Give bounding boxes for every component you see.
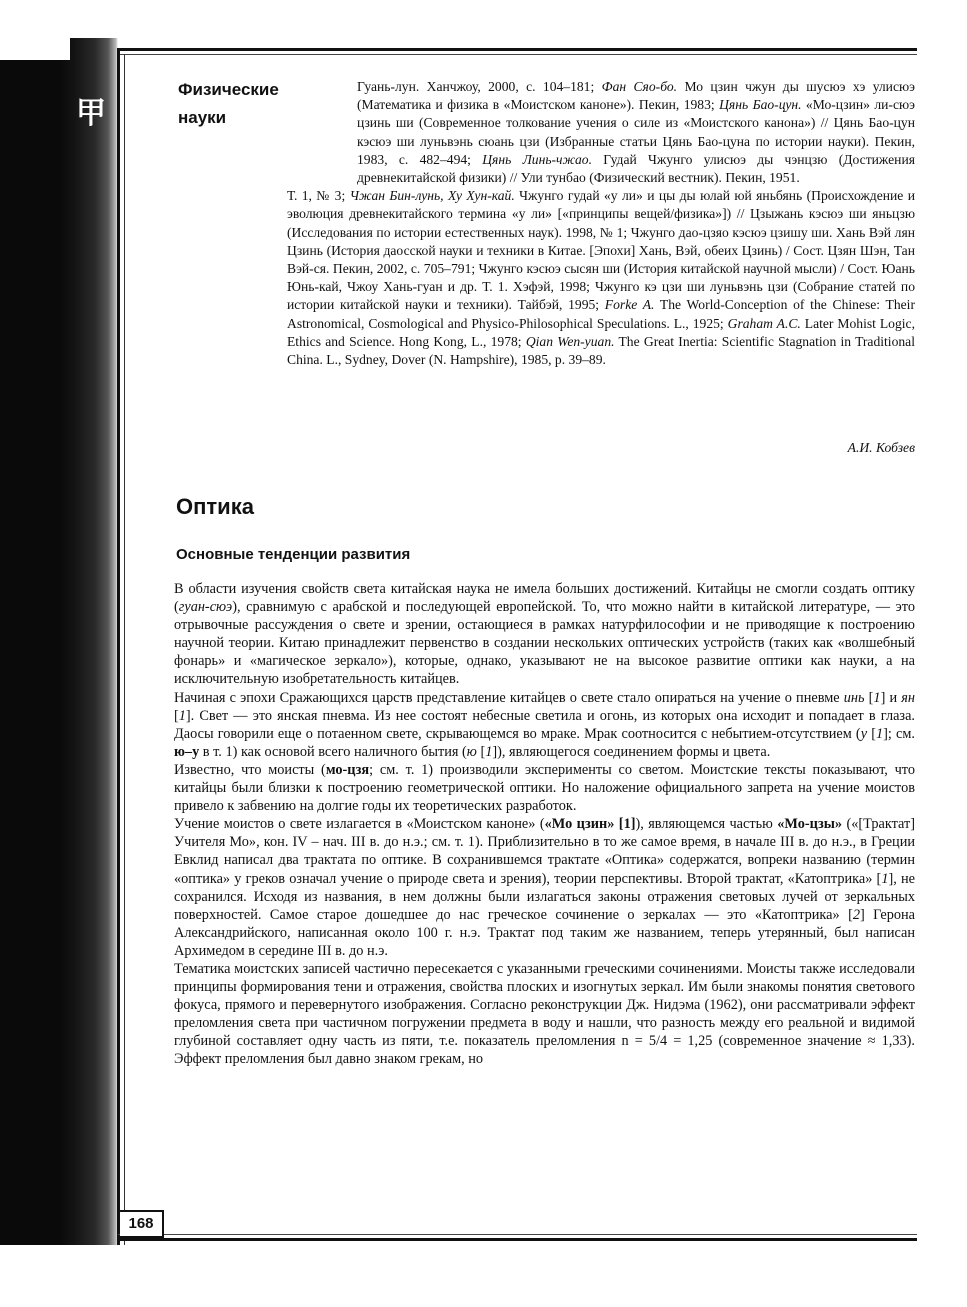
bibliography-continued: Т. 1, № 3; Чжан Бин-лунь, Ху Хун-кай. Чжунго гудай «у ли» и цы ды юлай юй яньбянь (Происхождение и эволюция древнекитайского термина «у ли» [«принципы вещей/физика»]) // Цзыжань кэсюэ ши яньцзю (Исследования по истории естественных наук). 1998, № 1; Чжунго дао-цзяо кэсюэ цзишу ши. Хань Вэй лян Цзинь (История даосской науки и техники в Китае. [Эпохи] Хань, Вэй, обеих Цзинь) / Сост. Цзян Шэн, Тан Вэй-ся. Пекин, 2002, с. 705–791; Чжунго кэсюэ сысян ши (История китайской научной мысли) / Сост. Юань Юнь-кай, Чжоу Хань-гуан и др. Т. 1. Хэфэй, 1998; Чжунго кэ цзи ши луньвэнь цзи (Собрание статей по истории китайской науки и техники). Тайбэй, 1995; Forke A. The World-Conception of the Chinese: Their Astronomical, Cosmological and Physico-Philosophical Speculations. L., 1925; Graham A.C. Later Mohist Logic, Ethics and Science. Hong Kong, L., 1978; Qian Wen-yuan. The Great Inertia: Scientific Stagnation in Traditional China. L., Sydney, Dover (N. Hampshire), 1985, p. 39–89. xyxy=(287,188,915,368)
paragraph-3: Известно, что моисты (мо-цзя; см. т. 1) производили эксперименты со светом. Моистские тексты показывают, что китайцы были близки к построению геометрической оптики. Но наложение официального запрета на учение моистов привело к забвению на долгие годы их теоретических разработок. xyxy=(174,761,915,815)
frame-top-rule-thin xyxy=(118,54,917,55)
fraction: 5/4 xyxy=(648,1033,668,1050)
side-heading-line1: Физические xyxy=(178,80,279,99)
frame-left-rule xyxy=(117,48,120,1245)
article-subtitle: Основные тенденции развития xyxy=(176,546,411,563)
article-body xyxy=(174,580,915,1069)
frame-bottom-rule-thin xyxy=(118,1234,917,1235)
frame-bottom-rule xyxy=(118,1238,917,1241)
seal-glyph: 甲 xyxy=(76,96,106,131)
author-signature: А.И. Кобзев xyxy=(847,440,915,455)
scan-dark-edge xyxy=(0,38,118,1245)
bibliography-block xyxy=(287,78,915,369)
scan-notch xyxy=(0,38,70,60)
paragraph-5: Тематика моистских записей частично пересекается с указанными греческими сочинениями. Моисты также исследовали принципы формирования тени и отражения, свойства плоских и изогнутых зеркал. Им были знакомы понятия светового фокуса, прямого и перевернутого изображения. Согласно реконструкции Дж. Нидэма (1962), они рассматривали эффект преломления света при частичном погружении предмета в воду и нашли, что разность между его реальной и видимой глубиной составляет одну часть из пяти, т.е. показатель преломления n = 5/4 = 1,25 (современное значение ≈ 1,33). Эффект преломления был давно знаком грекам, но xyxy=(174,960,915,1068)
paragraph-1: В области изучения свойств света китайская наука не имела больших достижений. Китайцы не смогли создать оптику (гуан-сюэ), сравнимую с арабской и последующей европейской. То, что можно найти в китайской литературе, — это отрывочные рассуждения о свете и зрении, остающиеся в рамках натурфилософии и не приводящие к построению научной теории. Китаю принадлежит первенство в создании нескольких оптических устройств (таких как «волшебный фонарь» и «магическое зеркало»), которые, однако, указывают не на высокое развитие оптики как науки, а на исключительную изобретательность китайцев. xyxy=(174,581,915,688)
side-heading-line2: науки xyxy=(178,108,227,127)
bibliography-intro: Гуань-лун. Ханчжоу, 2000, с. 104–181; Фан Сяо-бо. Мо цзин чжун ды шусюэ хэ улисюэ (Математика и физика в «Моистском каноне»). Пекин, 1983; Цянь Бао-цун. «Мо-цзин» ли-сюэ цзинь ши (Современное толкование учения о силе из «Моистского канона») // Цянь Бао-цун кэсюэ ши луньвэнь сюань цзи (Избранные статьи Цянь Бао-цуна по истории науки). Пекин, 1983, с. 482–494; Цянь Линь-чжао. Гудай Чжунго улисюэ ды чэнцзю (Достижения древнекитайской физики) // Ули тунбао (Физический вестник). Пекин, 1951. xyxy=(357,79,915,186)
page-number: 168 xyxy=(120,1210,164,1238)
paragraph-2: Начиная с эпохи Сражающихся царств представление китайцев о свете стало опираться на учение о пневме инь [1] и ян [1]. Свет — это янская пневма. Из нее состоят небесные светила и огонь, из которых она исходит и попадает в глаза. Даосы говорили еще о потаенном свете, скрывающемся во мраке. Мрак соотносится с небытием-отсутствием (у [1]; см. ю–у в т. 1) как основой всего наличного бытия (ю [1]), являющегося соединением формы и цвета. xyxy=(174,689,915,760)
frame-left-rule-thin xyxy=(124,54,125,1245)
paragraph-4: Учение моистов о свете излагается в «Моистском каноне» («Мо цзин» [1]), являющемся частью «Мо-цзы» («[Трактат] Учителя Мо», кон. IV – нач. III в. до н.э.; см. т. 1). Приблизительно в то же самое время, в начале III в. до н.э., в Греции Евклид написал два трактата по оптике. В сохранившемся трактате «Оптика» содержатся, вопреки названию (термин «оптика» у греков означал учение о природе света и зрения), теории перспективы. Второй трактат, «Катоптрика» [1], не сохранился. Исходя из названия, в нем должны были излагаться законы отражения световых лучей от зеркальных поверхностей. Самое старое дошедшее до нас греческое сочинение о зеркалах — это «Катоптрика» [2] Герона Александрийского, написанная около 100 г. н.э. Трактат под таким же названием, теперь утерянный, был написан Архимедом в середине III в. до н.э. xyxy=(174,816,916,959)
frame-top-rule xyxy=(118,48,917,51)
article-title: Оптика xyxy=(176,494,254,519)
